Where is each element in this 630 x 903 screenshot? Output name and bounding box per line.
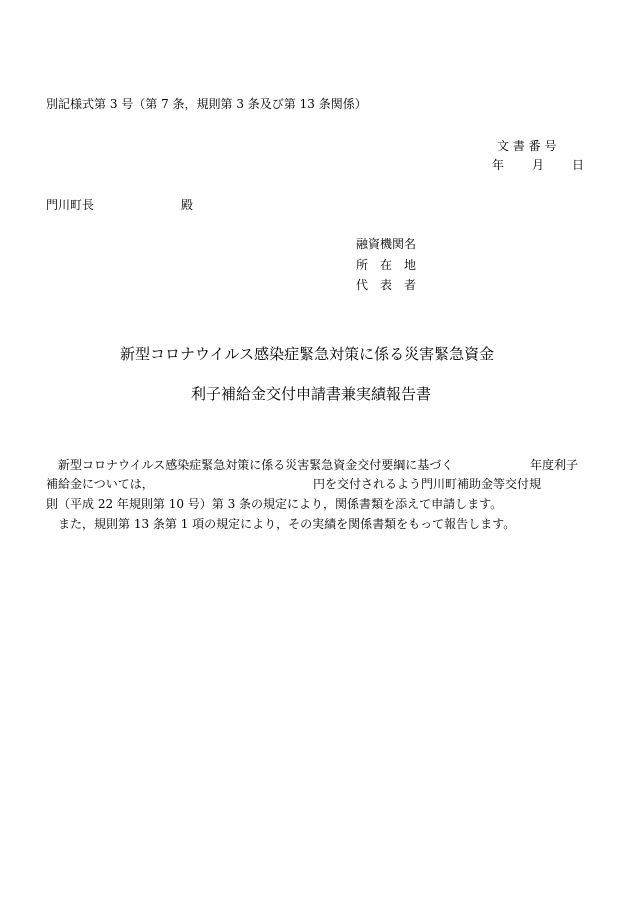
location-label: 所 在 地	[356, 258, 417, 272]
title-line-2: 利子補給金交付申請書兼実績報告書	[191, 385, 432, 403]
date-month: 月	[532, 158, 545, 172]
body-line-3: 則（平成 22 年規則第 10 号）第 3 条の規定により，関係書類を添えて申請します。	[46, 497, 503, 511]
date-year: 年	[492, 158, 505, 172]
form-number: 別記様式第 3 号（第 7 条，規則第 3 条及び第 13 条関係）	[46, 97, 367, 111]
body-line-2a: 補給金については，	[46, 477, 154, 491]
document-number-label: 文 書 番 号	[497, 139, 557, 153]
body-line-1b: 年度利子	[530, 458, 579, 472]
representative-label: 代 表 者	[356, 278, 417, 292]
honorific: 殿	[181, 198, 194, 212]
addressee: 門川町長	[46, 198, 95, 212]
body-line-2b: 円を交付されるよう門川町補助金等交付規	[313, 477, 542, 491]
body-line-1a: 新型コロナウイルス感染症緊急対策に係る災害緊急資金交付要綱に基づく	[58, 458, 454, 472]
institution-label: 融資機関名	[356, 237, 417, 251]
date-day: 日	[572, 158, 585, 172]
body-line-4: また，規則第 13 条第 1 項の規定により，その実績を関係書類をもって報告します。	[58, 517, 516, 531]
title-line-1: 新型コロナウイルス感染症緊急対策に係る災害緊急資金	[120, 345, 495, 363]
